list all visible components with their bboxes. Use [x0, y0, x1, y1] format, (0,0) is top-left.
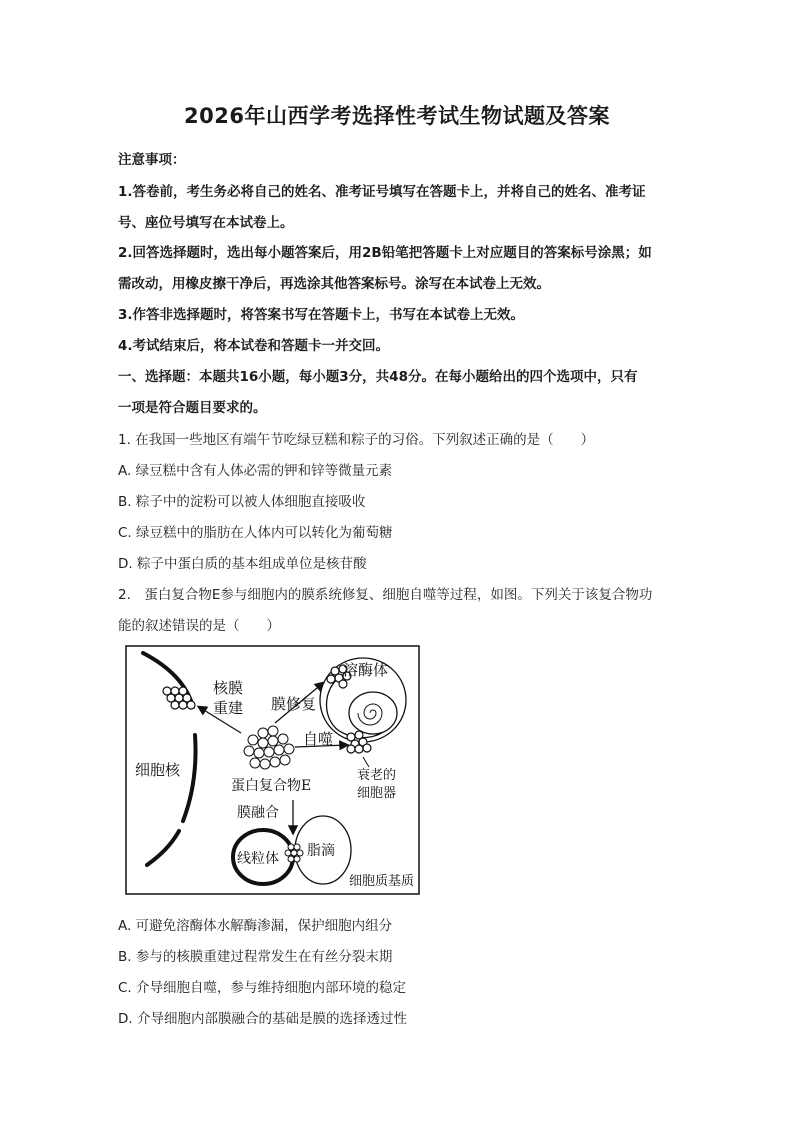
- notice-item: 2.回答选择题时，选出每小题答案后，用2B铅笔把答题卡上对应题目的答案标号涂黑；如: [118, 245, 652, 261]
- notice-item: 4.考试结束后，将本试卷和答题卡一并交回。: [118, 338, 390, 354]
- complex-cluster-mitochondrion: [285, 844, 303, 862]
- label-nuclear-rebuild-2: 重建: [213, 699, 244, 717]
- section-heading: 一、选择题：本题共16小题，每小题3分，共48分。在每小题给出的四个选项中，只有: [118, 369, 638, 385]
- label-complex-e: 蛋白复合物E: [231, 778, 312, 794]
- question-2-option-b: B. 参与的核膜重建过程常发生在有丝分裂末期: [118, 949, 393, 965]
- page-title: 2026年山西学考选择性考试生物试题及答案: [184, 104, 610, 128]
- label-mitochondrion: 线粒体: [237, 851, 279, 867]
- question-1-option-d: D. 粽子中蛋白质的基本组成单位是核苷酸: [118, 556, 367, 572]
- cell-diagram: [125, 645, 420, 895]
- question-1-option-b: B. 粽子中的淀粉可以被人体细胞直接吸收: [118, 494, 366, 510]
- label-membrane-repair: 膜修复: [271, 695, 317, 713]
- question-1-option-a: A. 绿豆糕中含有人体必需的钾和锌等微量元素: [118, 463, 393, 479]
- label-aging-organelle-2: 细胞器: [357, 786, 397, 801]
- label-nuclear-rebuild: 核膜: [213, 679, 244, 697]
- question-2-stem: 2. 蛋白复合物E参与细胞内的膜系统修复、细胞自噬等过程，如图。下列关于该复合物功: [118, 587, 653, 603]
- question-2-option-c: C. 介导细胞自噬，参与维持细胞内部环境的稳定: [118, 980, 407, 996]
- question-2-option-a: A. 可避免溶酶体水解酶渗漏，保护细胞内组分: [118, 918, 393, 934]
- notice-item: 3.作答非选择题时，将答案书写在答题卡上，书写在本试卷上无效。: [118, 307, 525, 323]
- label-autophagy: 自噬: [303, 730, 334, 748]
- label-membrane-fusion: 膜融合: [237, 805, 279, 821]
- notice-item: 1.答卷前，考生务必将自己的姓名、准考证号填写在答题卡上，并将自己的姓名、准考证: [118, 184, 646, 200]
- label-cytoplasm: 细胞质基质: [349, 874, 415, 889]
- question-1-option-c: C. 绿豆糕中的脂肪在人体内可以转化为葡萄糖: [118, 525, 393, 541]
- question-2-option-d: D. 介导细胞内部膜融合的基础是膜的选择透过性: [118, 1011, 407, 1027]
- label-lysosome: 溶酶体: [343, 661, 389, 679]
- notice-item: 需改动，用橡皮擦干净后，再选涂其他答案标号。涂写在本试卷上无效。: [118, 276, 550, 292]
- notice-heading: 注意事项：: [118, 152, 186, 168]
- section-heading-cont: 一项是符合题目要求的。: [118, 400, 267, 416]
- question-2-stem-cont: 能的叙述错误的是（ ）: [118, 618, 280, 634]
- label-nucleus: 细胞核: [135, 761, 181, 779]
- notice-item: 号、座位号填写在本试卷上。: [118, 215, 294, 231]
- question-1-stem: 1. 在我国一些地区有端午节吃绿豆糕和粽子的习俗。下列叙述正确的是（ ）: [118, 432, 595, 448]
- label-lipid-droplet: 脂滴: [307, 843, 335, 859]
- label-aging-organelle: 衰老的: [357, 768, 397, 783]
